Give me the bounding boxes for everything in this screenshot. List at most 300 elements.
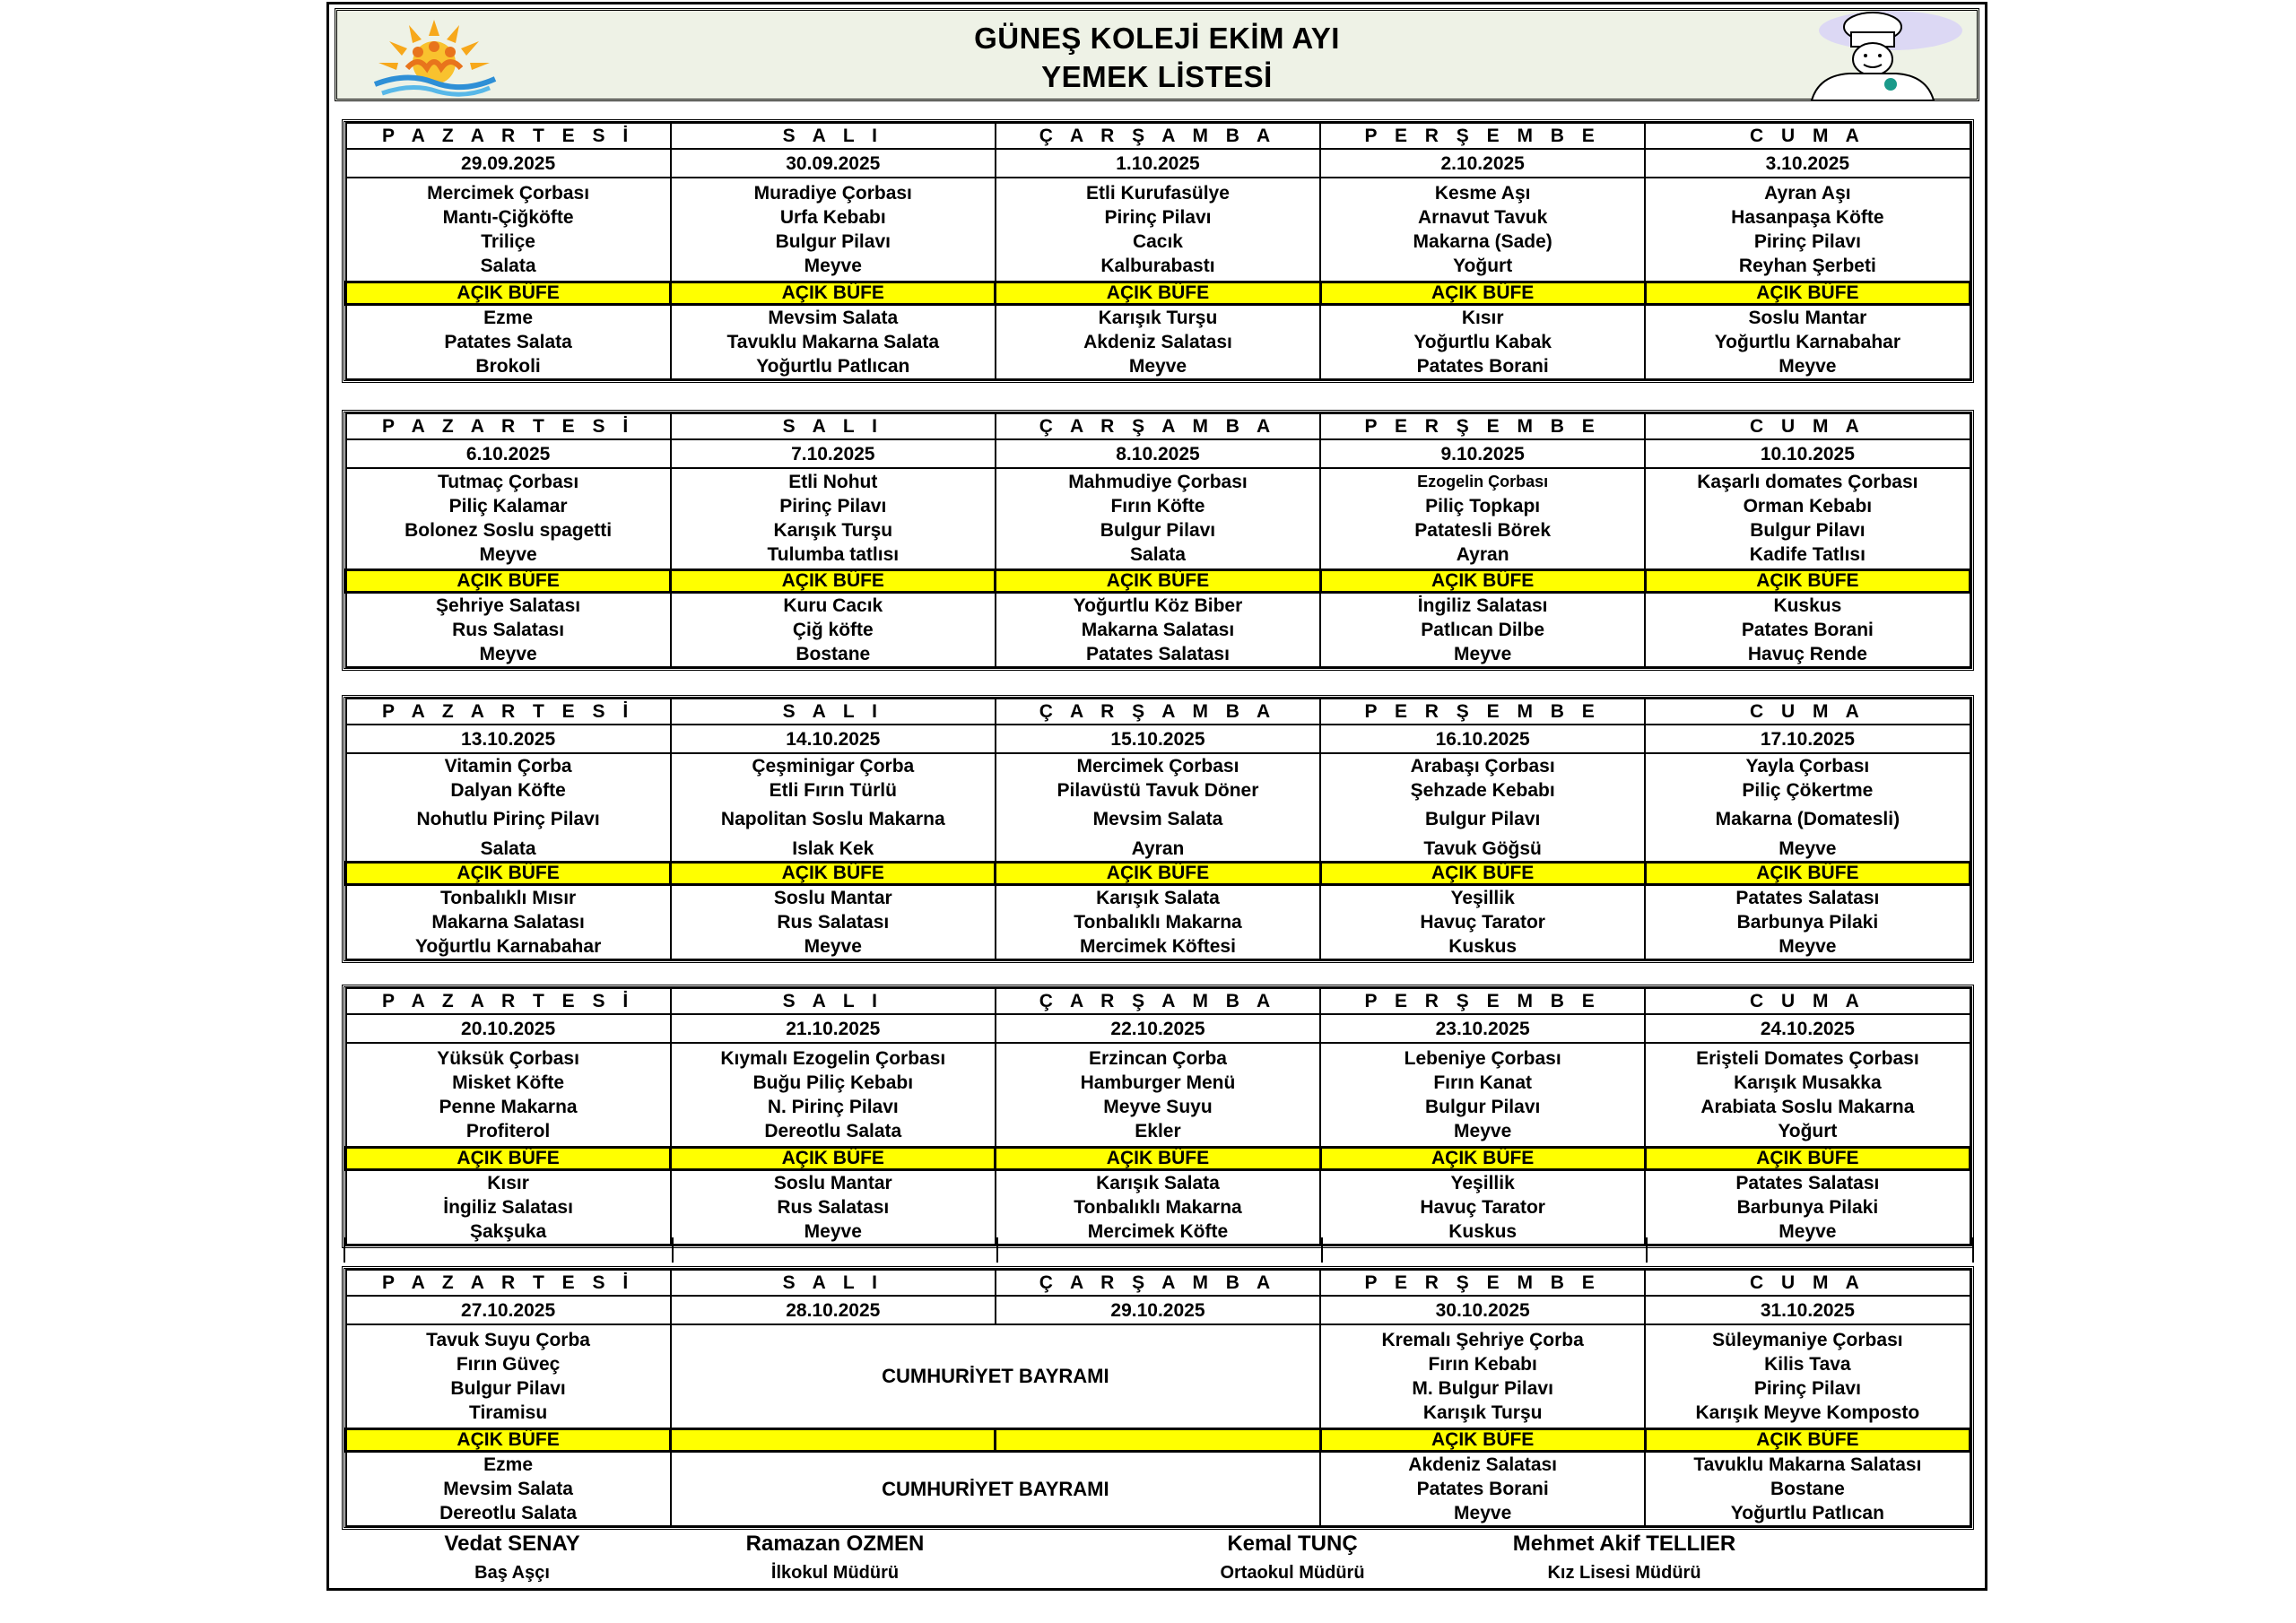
buffet-item: Şakşuka — [469, 1220, 547, 1242]
buffet-items-cell — [1320, 1451, 1645, 1526]
day-header: P A Z A R T E S İ — [346, 1270, 671, 1296]
day-header: P E R Ş E M B E — [1320, 413, 1645, 439]
date-cell: 24.10.2025 — [1645, 1014, 1970, 1043]
menu-item: Yoğurt — [1453, 255, 1513, 276]
buffet-items-cell — [671, 885, 996, 960]
menu-item: Yayla Çorbası — [1745, 756, 1870, 777]
menu-item: N. Pirinç Pilavı — [767, 1096, 899, 1117]
signature-block — [1454, 1529, 1795, 1586]
buffet-item: Havuç Rende — [1747, 643, 1867, 664]
date-cell: 30.10.2025 — [1320, 1296, 1645, 1324]
main-dishes-cell — [1645, 1043, 1970, 1147]
buffet-item: Patates Borani — [1416, 1478, 1549, 1499]
menu-item: Cacık — [1132, 230, 1183, 252]
menu-item: Karışık Turşu — [773, 520, 893, 542]
day-header: S A L I — [671, 413, 996, 439]
menu-item: Ayran — [1131, 838, 1185, 859]
main-dishes-cell — [671, 468, 996, 569]
day-header: C U M A — [1645, 988, 1970, 1014]
menu-item: Ekler — [1135, 1120, 1181, 1141]
day-header: P E R Ş E M B E — [1320, 1270, 1645, 1296]
buffet-item: Soslu Mantar — [773, 1172, 892, 1193]
menu-item: Meyve — [1779, 838, 1837, 859]
menu-item: Penne Makarna — [439, 1096, 578, 1117]
buffet-item: Akdeniz Salatası — [1408, 1454, 1558, 1475]
day-header: S A L I — [671, 1270, 996, 1296]
menu-item: Muradiye Çorbası — [753, 182, 912, 204]
day-header: Ç A R Ş A M B A — [996, 699, 1320, 725]
day-header: P E R Ş E M B E — [1320, 988, 1645, 1014]
date-cell: 9.10.2025 — [1320, 439, 1645, 468]
date-cell: 28.10.2025 — [671, 1296, 996, 1324]
week-3-menu — [342, 695, 1974, 963]
main-dishes-cell — [996, 753, 1320, 863]
signatory-name: Kemal TUNÇ — [1227, 1532, 1358, 1556]
buffet-items-cell — [671, 304, 996, 379]
menu-item: Piliç Çökertme — [1742, 780, 1874, 801]
buffet-items-cell — [996, 885, 1320, 960]
main-dishes-cell — [1645, 1324, 1970, 1428]
menu-item: Ezogelin Çorbası — [1417, 473, 1549, 491]
buffet-item: Patates Borani — [1416, 355, 1549, 377]
menu-item: Dereotlu Salata — [764, 1120, 902, 1141]
menu-item: Tulumba tatlısı — [767, 544, 900, 566]
date-cell: 16.10.2025 — [1320, 725, 1645, 753]
signatory-name: Ramazan OZMEN — [745, 1532, 925, 1556]
buffet-items-cell — [346, 885, 671, 960]
signature-block — [342, 1529, 683, 1586]
menu-table — [344, 987, 1971, 1245]
menu-item: Süleymaniye Çorbası — [1712, 1329, 1903, 1350]
buffet-item: Kuskus — [1448, 936, 1518, 957]
main-dishes-cell — [1320, 1324, 1645, 1428]
menu-item: Bulgur Pilavı — [1424, 1096, 1541, 1117]
buffet-item: Patates Salata — [444, 331, 572, 352]
buffet-item: Patates Salatası — [1735, 1172, 1880, 1193]
buffet-item: Meyve — [1128, 355, 1187, 377]
spacer-divider — [996, 1237, 998, 1263]
menu-item: Hamburger Menü — [1080, 1072, 1236, 1093]
week-4-menu — [342, 985, 1974, 1248]
signature-block — [665, 1529, 1005, 1586]
menu-item: Bulgur Pilavı — [1100, 520, 1216, 542]
menu-item: Bulgur Pilavı — [1750, 520, 1866, 542]
menu-item: Misket Köfte — [452, 1072, 565, 1093]
menu-item: Pirinç Pilavı — [1753, 1377, 1861, 1399]
signatory-name: Vedat SENAY — [444, 1532, 580, 1556]
menu-item: Kıymalı Ezogelin Çorbası — [720, 1047, 946, 1069]
buffet-item: Akdeniz Salatası — [1083, 331, 1232, 352]
day-header: Ç A R Ş A M B A — [996, 1270, 1320, 1296]
open-buffet-label: AÇIK BÜFE — [1645, 863, 1970, 885]
buffet-item: Tonbalıklı Makarna — [1074, 912, 1242, 933]
menu-item: Pirinç Pilavı — [1104, 206, 1212, 228]
main-dishes-cell — [1645, 468, 1970, 569]
open-buffet-label: AÇIK BÜFE — [671, 863, 996, 885]
open-buffet-label — [996, 1428, 1320, 1451]
menu-item: Kalburabastı — [1100, 255, 1215, 276]
main-dishes-cell — [1320, 753, 1645, 863]
buffet-item: Kuskus — [1448, 1220, 1518, 1242]
menu-table — [344, 1269, 1971, 1527]
buffet-items-cell — [996, 304, 1320, 379]
open-buffet-label: AÇIK BÜFE — [1320, 1147, 1645, 1169]
buffet-item: Bostane — [1770, 1478, 1845, 1499]
menu-item: Karışık Meyve Komposto — [1695, 1402, 1920, 1423]
open-buffet-label: AÇIK BÜFE — [346, 569, 671, 592]
buffet-items-cell — [1645, 885, 1970, 960]
menu-item: Karışık Musakka — [1734, 1072, 1882, 1093]
menu-item: Etli Kurufasülye — [1086, 182, 1230, 204]
buffet-item: Meyve — [804, 936, 862, 957]
buffet-item: Kuskus — [1773, 595, 1842, 616]
buffet-item: Bostane — [796, 643, 871, 664]
buffet-items-cell — [1320, 885, 1645, 960]
buffet-item: Mevsim Salata — [443, 1478, 573, 1499]
buffet-item: Meyve — [804, 1220, 862, 1242]
date-cell: 2.10.2025 — [1320, 149, 1645, 178]
date-cell: 29.09.2025 — [346, 149, 671, 178]
menu-item: Tiramisu — [469, 1402, 548, 1423]
date-cell: 23.10.2025 — [1320, 1014, 1645, 1043]
menu-item: Dalyan Köfte — [450, 780, 566, 801]
open-buffet-label: AÇIK BÜFE — [671, 1147, 996, 1169]
buffet-item: Barbunya Pilaki — [1736, 1196, 1879, 1218]
day-header: P A Z A R T E S İ — [346, 123, 671, 149]
document-header — [335, 8, 1979, 101]
menu-item: Makarna (Sade) — [1413, 230, 1552, 252]
menu-item: Fırın Güveç — [456, 1353, 561, 1375]
signature-block — [1122, 1529, 1463, 1586]
menu-item: Vitamin Çorba — [444, 756, 572, 777]
main-dishes-cell — [996, 1043, 1320, 1147]
open-buffet-label: AÇIK BÜFE — [1320, 863, 1645, 885]
buffet-item: Patates Salatası — [1735, 888, 1880, 908]
buffet-items-cell — [346, 304, 671, 379]
menu-item: Pilavüstü Tavuk Döner — [1057, 780, 1259, 801]
open-buffet-label: AÇIK BÜFE — [1320, 569, 1645, 592]
buffet-item: Karışık Salata — [1096, 888, 1220, 908]
day-header: C U M A — [1645, 413, 1970, 439]
buffet-item: Dereotlu Salata — [439, 1502, 578, 1523]
open-buffet-label: AÇIK BÜFE — [346, 282, 671, 304]
menu-item: Napolitan Soslu Makarna — [720, 809, 945, 829]
signatory-title: İlkokul Müdürü — [770, 1563, 900, 1583]
buffet-item: Mercimek Köfte — [1087, 1220, 1229, 1242]
menu-item: Ayran Aşı — [1764, 182, 1851, 204]
buffet-items-cell — [346, 592, 671, 667]
day-header: Ç A R Ş A M B A — [996, 123, 1320, 149]
main-dishes-cell — [996, 468, 1320, 569]
buffet-item: Soslu Mantar — [1748, 307, 1867, 328]
spacer-divider — [1321, 1237, 1323, 1263]
menu-item: Salata — [480, 838, 536, 859]
menu-table — [344, 122, 1971, 380]
open-buffet-label: AÇIK BÜFE — [996, 1147, 1320, 1169]
date-cell: 6.10.2025 — [346, 439, 671, 468]
date-cell: 21.10.2025 — [671, 1014, 996, 1043]
menu-item: Çeşminigar Çorba — [752, 756, 915, 777]
buffet-items-cell — [1645, 1451, 1970, 1526]
menu-item: Lebeniye Çorbası — [1404, 1047, 1561, 1069]
buffet-item: Makarna Salatası — [1081, 619, 1235, 640]
buffet-item: Brokoli — [475, 355, 541, 377]
buffet-item: Havuç Tarator — [1420, 1196, 1545, 1218]
buffet-item: Tavuklu Makarna Salata — [726, 331, 940, 352]
main-dishes-cell — [671, 753, 996, 863]
buffet-items-cell — [1320, 1169, 1645, 1245]
buffet-items-cell — [1320, 592, 1645, 667]
menu-item: Pirinç Pilavı — [1753, 230, 1861, 252]
menu-item: Mantı-Çiğköfte — [442, 206, 574, 228]
week-1-menu — [342, 119, 1974, 383]
menu-item: Meyve Suyu — [1103, 1096, 1213, 1117]
buffet-item: Meyve — [1779, 355, 1837, 377]
buffet-item: Meyve — [1454, 1502, 1512, 1523]
buffet-item: Kuru Cacık — [783, 595, 883, 616]
open-buffet-label: AÇIK BÜFE — [996, 569, 1320, 592]
buffet-item: Meyve — [479, 643, 537, 664]
buffet-item: İngiliz Salatası — [1417, 595, 1548, 616]
day-header: P A Z A R T E S İ — [346, 413, 671, 439]
menu-item: Triliçe — [481, 230, 535, 252]
main-dishes-cell — [1320, 1043, 1645, 1147]
buffet-item: Tonbalıklı Mısır — [439, 888, 577, 908]
date-cell: 13.10.2025 — [346, 725, 671, 753]
date-cell: 29.10.2025 — [996, 1296, 1320, 1324]
menu-item: Hasanpaşa Köfte — [1731, 206, 1884, 228]
menu-table — [344, 412, 1971, 668]
date-cell: 31.10.2025 — [1645, 1296, 1970, 1324]
menu-item: Nohutlu Pirinç Pilavı — [416, 809, 600, 829]
day-header: S A L I — [671, 123, 996, 149]
main-dishes-cell — [346, 178, 671, 282]
menu-item: Yoğurt — [1778, 1120, 1838, 1141]
menu-item: Şehzade Kebabı — [1410, 780, 1555, 801]
menu-item: Yüksük Çorbası — [437, 1047, 579, 1069]
menu-item: Piliç Kalamar — [448, 496, 568, 517]
menu-item: Erişteli Domates Çorbası — [1696, 1047, 1919, 1069]
menu-item: Piliç Topkapı — [1425, 496, 1541, 517]
buffet-items-cell — [671, 1169, 996, 1245]
menu-item: Mercimek Çorbası — [427, 182, 590, 204]
day-header: Ç A R Ş A M B A — [996, 413, 1320, 439]
buffet-items-cell — [1320, 304, 1645, 379]
menu-item: Orman Kebabı — [1743, 496, 1873, 517]
menu-item: M. Bulgur Pilavı — [1412, 1377, 1553, 1399]
menu-item: Salata — [480, 255, 536, 276]
menu-item: Bulgur Pilavı — [450, 1377, 566, 1399]
open-buffet-label: AÇIK BÜFE — [346, 1147, 671, 1169]
signatory-name: Mehmet Akif TELLIER — [1512, 1532, 1736, 1556]
date-cell: 20.10.2025 — [346, 1014, 671, 1043]
open-buffet-label: AÇIK BÜFE — [346, 1428, 671, 1451]
main-dishes-cell — [996, 178, 1320, 282]
date-cell: 1.10.2025 — [996, 149, 1320, 178]
menu-item: Mercimek Çorbası — [1076, 756, 1239, 777]
buffet-items-cell — [671, 592, 996, 667]
main-dishes-cell — [671, 178, 996, 282]
day-header: P E R Ş E M B E — [1320, 123, 1645, 149]
day-header: C U M A — [1645, 123, 1970, 149]
menu-item: Bolonez Soslu spagetti — [404, 520, 613, 542]
buffet-item: Patlıcan Dilbe — [1421, 619, 1545, 640]
buffet-item: Yoğurtlu Köz Biber — [1073, 595, 1243, 616]
menu-item: Arabaşı Çorbası — [1410, 756, 1555, 777]
menu-item: Reyhan Şerbeti — [1738, 255, 1876, 276]
main-dishes-cell — [346, 1324, 671, 1428]
menu-item: Etli Fırın Türlü — [769, 780, 897, 801]
open-buffet-label: AÇIK BÜFE — [671, 569, 996, 592]
main-dishes-cell — [1320, 178, 1645, 282]
buffet-item: Yoğurtlu Karnabahar — [1714, 331, 1901, 352]
buffet-item: Mevsim Salata — [768, 307, 899, 328]
buffet-item: Tonbalıklı Makarna — [1074, 1196, 1242, 1218]
buffet-item: Havuç Tarator — [1420, 912, 1545, 933]
date-cell: 22.10.2025 — [996, 1014, 1320, 1043]
buffet-item: Yoğurtlu Kabak — [1413, 331, 1552, 352]
buffet-item: Yoğurtlu Karnabahar — [414, 936, 602, 957]
buffet-item: Patates Borani — [1741, 619, 1874, 640]
buffet-item: Tavuklu Makarna Salatası — [1693, 1454, 1922, 1475]
open-buffet-label: AÇIK BÜFE — [1645, 1147, 1970, 1169]
buffet-item: Rus Salatası — [777, 912, 890, 933]
menu-item: Fırın Kebabı — [1428, 1353, 1537, 1375]
menu-item: Meyve — [804, 255, 862, 276]
open-buffet-label: AÇIK BÜFE — [996, 282, 1320, 304]
buffet-items-cell — [996, 1169, 1320, 1245]
open-buffet-label: AÇIK BÜFE — [346, 863, 671, 885]
menu-item: Fırın Kanat — [1433, 1072, 1532, 1093]
open-buffet-label — [671, 1428, 996, 1451]
date-cell: 15.10.2025 — [996, 725, 1320, 753]
buffet-item: Yeşillik — [1450, 888, 1515, 908]
open-buffet-label: AÇIK BÜFE — [1320, 282, 1645, 304]
buffet-item: Meyve — [1779, 936, 1837, 957]
day-header: S A L I — [671, 699, 996, 725]
menu-item: Islak Kek — [792, 838, 874, 859]
main-dishes-cell — [346, 753, 671, 863]
day-header: Ç A R Ş A M B A — [996, 988, 1320, 1014]
main-dishes-cell — [1645, 753, 1970, 863]
menu-item: Salata — [1130, 544, 1186, 566]
week-2-menu — [342, 410, 1974, 671]
menu-item: Urfa Kebabı — [779, 206, 886, 228]
spacer-row — [344, 1237, 1974, 1263]
signatures-section — [342, 1529, 1974, 1590]
buffet-item: Karışık Turşu — [1098, 307, 1218, 328]
menu-item: Buğu Piliç Kebabı — [752, 1072, 914, 1093]
title-line-2: YEMEK LİSTESİ — [1041, 60, 1273, 93]
open-buffet-label: AÇIK BÜFE — [1645, 282, 1970, 304]
buffet-items-cell — [346, 1451, 671, 1526]
menu-item: Pirinç Pilavı — [779, 496, 887, 517]
buffet-item: Soslu Mantar — [773, 888, 892, 908]
signatory-title: Kız Lisesi Müdürü — [1547, 1563, 1701, 1583]
buffet-items-cell — [1645, 304, 1970, 379]
menu-item: Tavuk Suyu Çorba — [426, 1329, 590, 1350]
menu-item: Meyve — [479, 544, 537, 566]
open-buffet-label: AÇIK BÜFE — [671, 282, 996, 304]
menu-item: Karışık Turşu — [1422, 1402, 1543, 1423]
menu-item: Makarna (Domatesli) — [1715, 809, 1900, 829]
open-buffet-label: AÇIK BÜFE — [1320, 1428, 1645, 1451]
open-buffet-label: AÇIK BÜFE — [1645, 569, 1970, 592]
buffet-item: Şehriye Salatası — [436, 595, 581, 616]
week-5-menu — [342, 1266, 1974, 1530]
menu-item: Bulgur Pilavı — [775, 230, 891, 252]
buffet-item: Kısır — [1461, 307, 1504, 328]
holiday-cell: CUMHURİYET BAYRAMI — [671, 1451, 1320, 1526]
date-cell: 8.10.2025 — [996, 439, 1320, 468]
buffet-items-cell — [1645, 1169, 1970, 1245]
day-header: P E R Ş E M B E — [1320, 699, 1645, 725]
spacer-divider — [672, 1237, 674, 1263]
main-dishes-cell — [346, 1043, 671, 1147]
date-cell: 17.10.2025 — [1645, 725, 1970, 753]
day-header: P A Z A R T E S İ — [346, 988, 671, 1014]
menu-item: Kremalı Şehriye Çorba — [1381, 1329, 1584, 1350]
menu-item: Fırın Köfte — [1110, 496, 1205, 517]
menu-item: Tavuk Göğsü — [1423, 838, 1542, 859]
menu-item: Patatesli Börek — [1414, 520, 1552, 542]
buffet-items-cell — [1645, 592, 1970, 667]
menu-item: Profiterol — [465, 1120, 551, 1141]
buffet-item: Kısır — [487, 1172, 529, 1193]
day-header: C U M A — [1645, 699, 1970, 725]
title-line-1: GÜNEŞ KOLEJİ EKİM AYI — [974, 22, 1340, 55]
buffet-item: Çiğ köfte — [792, 619, 874, 640]
menu-item: Etli Nohut — [788, 472, 878, 493]
chef-icon — [1756, 11, 1964, 100]
menu-item: Kilis Tava — [1764, 1353, 1851, 1375]
signatory-title: Baş Aşçı — [474, 1563, 550, 1583]
open-buffet-label: AÇIK BÜFE — [1645, 1428, 1970, 1451]
buffet-item: Ezme — [483, 307, 534, 328]
menu-item: Kesme Aşı — [1434, 182, 1531, 204]
day-header: P A Z A R T E S İ — [346, 699, 671, 725]
spacer-divider — [1646, 1237, 1648, 1263]
menu-item: Meyve — [1454, 1120, 1512, 1141]
buffet-item: Ezme — [483, 1454, 534, 1475]
main-dishes-cell — [1320, 468, 1645, 569]
date-cell: 27.10.2025 — [346, 1296, 671, 1324]
buffet-item: Mercimek Köftesi — [1080, 936, 1236, 957]
menu-item: Tutmaç Çorbası — [438, 472, 579, 493]
main-dishes-cell — [671, 1043, 996, 1147]
main-dishes-cell — [1645, 178, 1970, 282]
buffet-items-cell — [996, 592, 1320, 667]
buffet-item: Karışık Salata — [1096, 1172, 1220, 1193]
menu-document — [326, 2, 1987, 1591]
buffet-item: Makarna Salatası — [431, 912, 585, 933]
menu-item: Kadife Tatlısı — [1749, 544, 1866, 566]
buffet-item: Barbunya Pilaki — [1736, 912, 1879, 933]
open-buffet-label: AÇIK BÜFE — [996, 863, 1320, 885]
date-cell: 30.09.2025 — [671, 149, 996, 178]
buffet-item: Rus Salatası — [452, 619, 565, 640]
menu-item: Mevsim Salata — [1092, 809, 1223, 829]
date-cell: 10.10.2025 — [1645, 439, 1970, 468]
buffet-item: Meyve — [1454, 643, 1512, 664]
buffet-item: Rus Salatası — [777, 1196, 890, 1218]
menu-item: Mahmudiye Çorbası — [1068, 472, 1248, 493]
buffet-items-cell — [346, 1169, 671, 1245]
menu-item: Arnavut Tavuk — [1417, 206, 1548, 228]
signatory-title: Ortaokul Müdürü — [1220, 1563, 1365, 1583]
date-cell: 14.10.2025 — [671, 725, 996, 753]
menu-item: Arabiata Soslu Makarna — [1700, 1096, 1915, 1117]
